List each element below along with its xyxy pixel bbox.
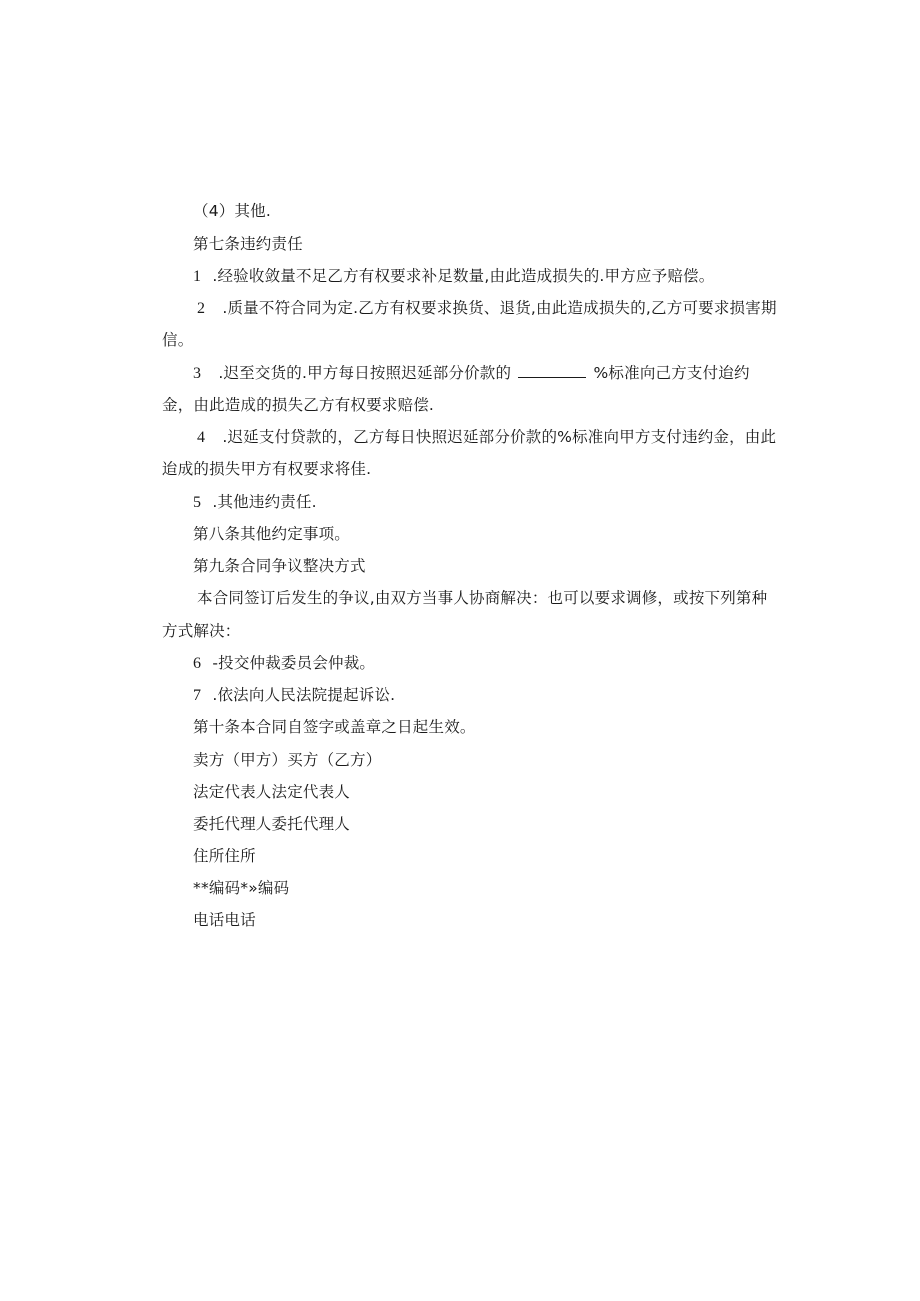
signature-address: 住所住所 <box>193 847 256 865</box>
item-number: 5 <box>193 494 202 511</box>
blank-percentage-field <box>518 363 586 378</box>
clause-other <box>193 201 271 221</box>
item-number: 2 <box>197 300 206 317</box>
article-8-heading: 第八条其他约定事项。 <box>193 525 351 543</box>
article-7-item-4-continuation: 迨成的损失甲方有权要求将佳. <box>162 460 372 478</box>
article-9-body: 本合同签订后发生的争议,由双方当事人协商解决：也可以要求调修，或按下列第种 <box>197 589 768 607</box>
item-number: 4 <box>197 429 206 446</box>
item-number: 1 <box>193 268 202 285</box>
item-text: .迟至交货的.甲方每日按照迟延部分价款的 <box>218 364 512 382</box>
item-text-continued: %标准向己方支付迨约 <box>593 364 750 382</box>
item-text: .依法向人民法院提起诉讼. <box>212 686 396 704</box>
signature-parties: 卖方（甲方）买方（乙方） <box>193 751 382 769</box>
signature-legal-representative: 法定代表人法定代表人 <box>193 783 351 801</box>
signature-phone: 电话电话 <box>193 911 256 929</box>
article-7-item-5 <box>193 492 317 513</box>
article-9-heading: 第九条合同争议整决方式 <box>193 557 366 575</box>
article-7-item-2 <box>197 298 777 319</box>
article-7-item-1 <box>193 266 714 287</box>
clause-other-text: （4）其他. <box>193 202 271 220</box>
item-number: 3 <box>193 365 202 382</box>
article-10-heading: 第十条本合同自签字或盖章之日起生效。 <box>193 718 476 736</box>
item-text: .质量不符合同为定.乙方有权要求换货、退货,由此造成损失的,乙方可要求损害期 <box>222 299 777 317</box>
article-7-item-4 <box>197 427 776 448</box>
signature-postcode: **编码*»编码 <box>193 879 290 897</box>
item-text: .其他违约责任. <box>212 493 317 511</box>
article-9-option-6 <box>193 653 375 674</box>
signature-agent: 委托代理人委托代理人 <box>193 815 351 833</box>
item-text: -投交仲裁委员会仲裁。 <box>212 654 376 672</box>
item-text: .经验收敛量不足乙方有权要求补足数量,由此造成损失的.甲方应予赔偿。 <box>212 267 715 285</box>
article-7-item-3-continuation: 金，由此造成的损失乙方有权要求赔偿. <box>162 396 435 414</box>
article-7-item-3 <box>193 363 750 384</box>
item-number: 6 <box>193 655 202 672</box>
item-text: .迟延支付贷款的，乙方每日快照迟延部分价款的%标准向甲方支付违约金，由此 <box>222 428 777 446</box>
article-7-heading: 第七条违约责任 <box>193 235 303 253</box>
article-9-body-continuation: 方式解决： <box>162 622 241 640</box>
item-number: 7 <box>193 687 202 704</box>
article-9-option-7 <box>193 685 395 706</box>
article-7-item-2-continuation: 信。 <box>162 331 194 349</box>
